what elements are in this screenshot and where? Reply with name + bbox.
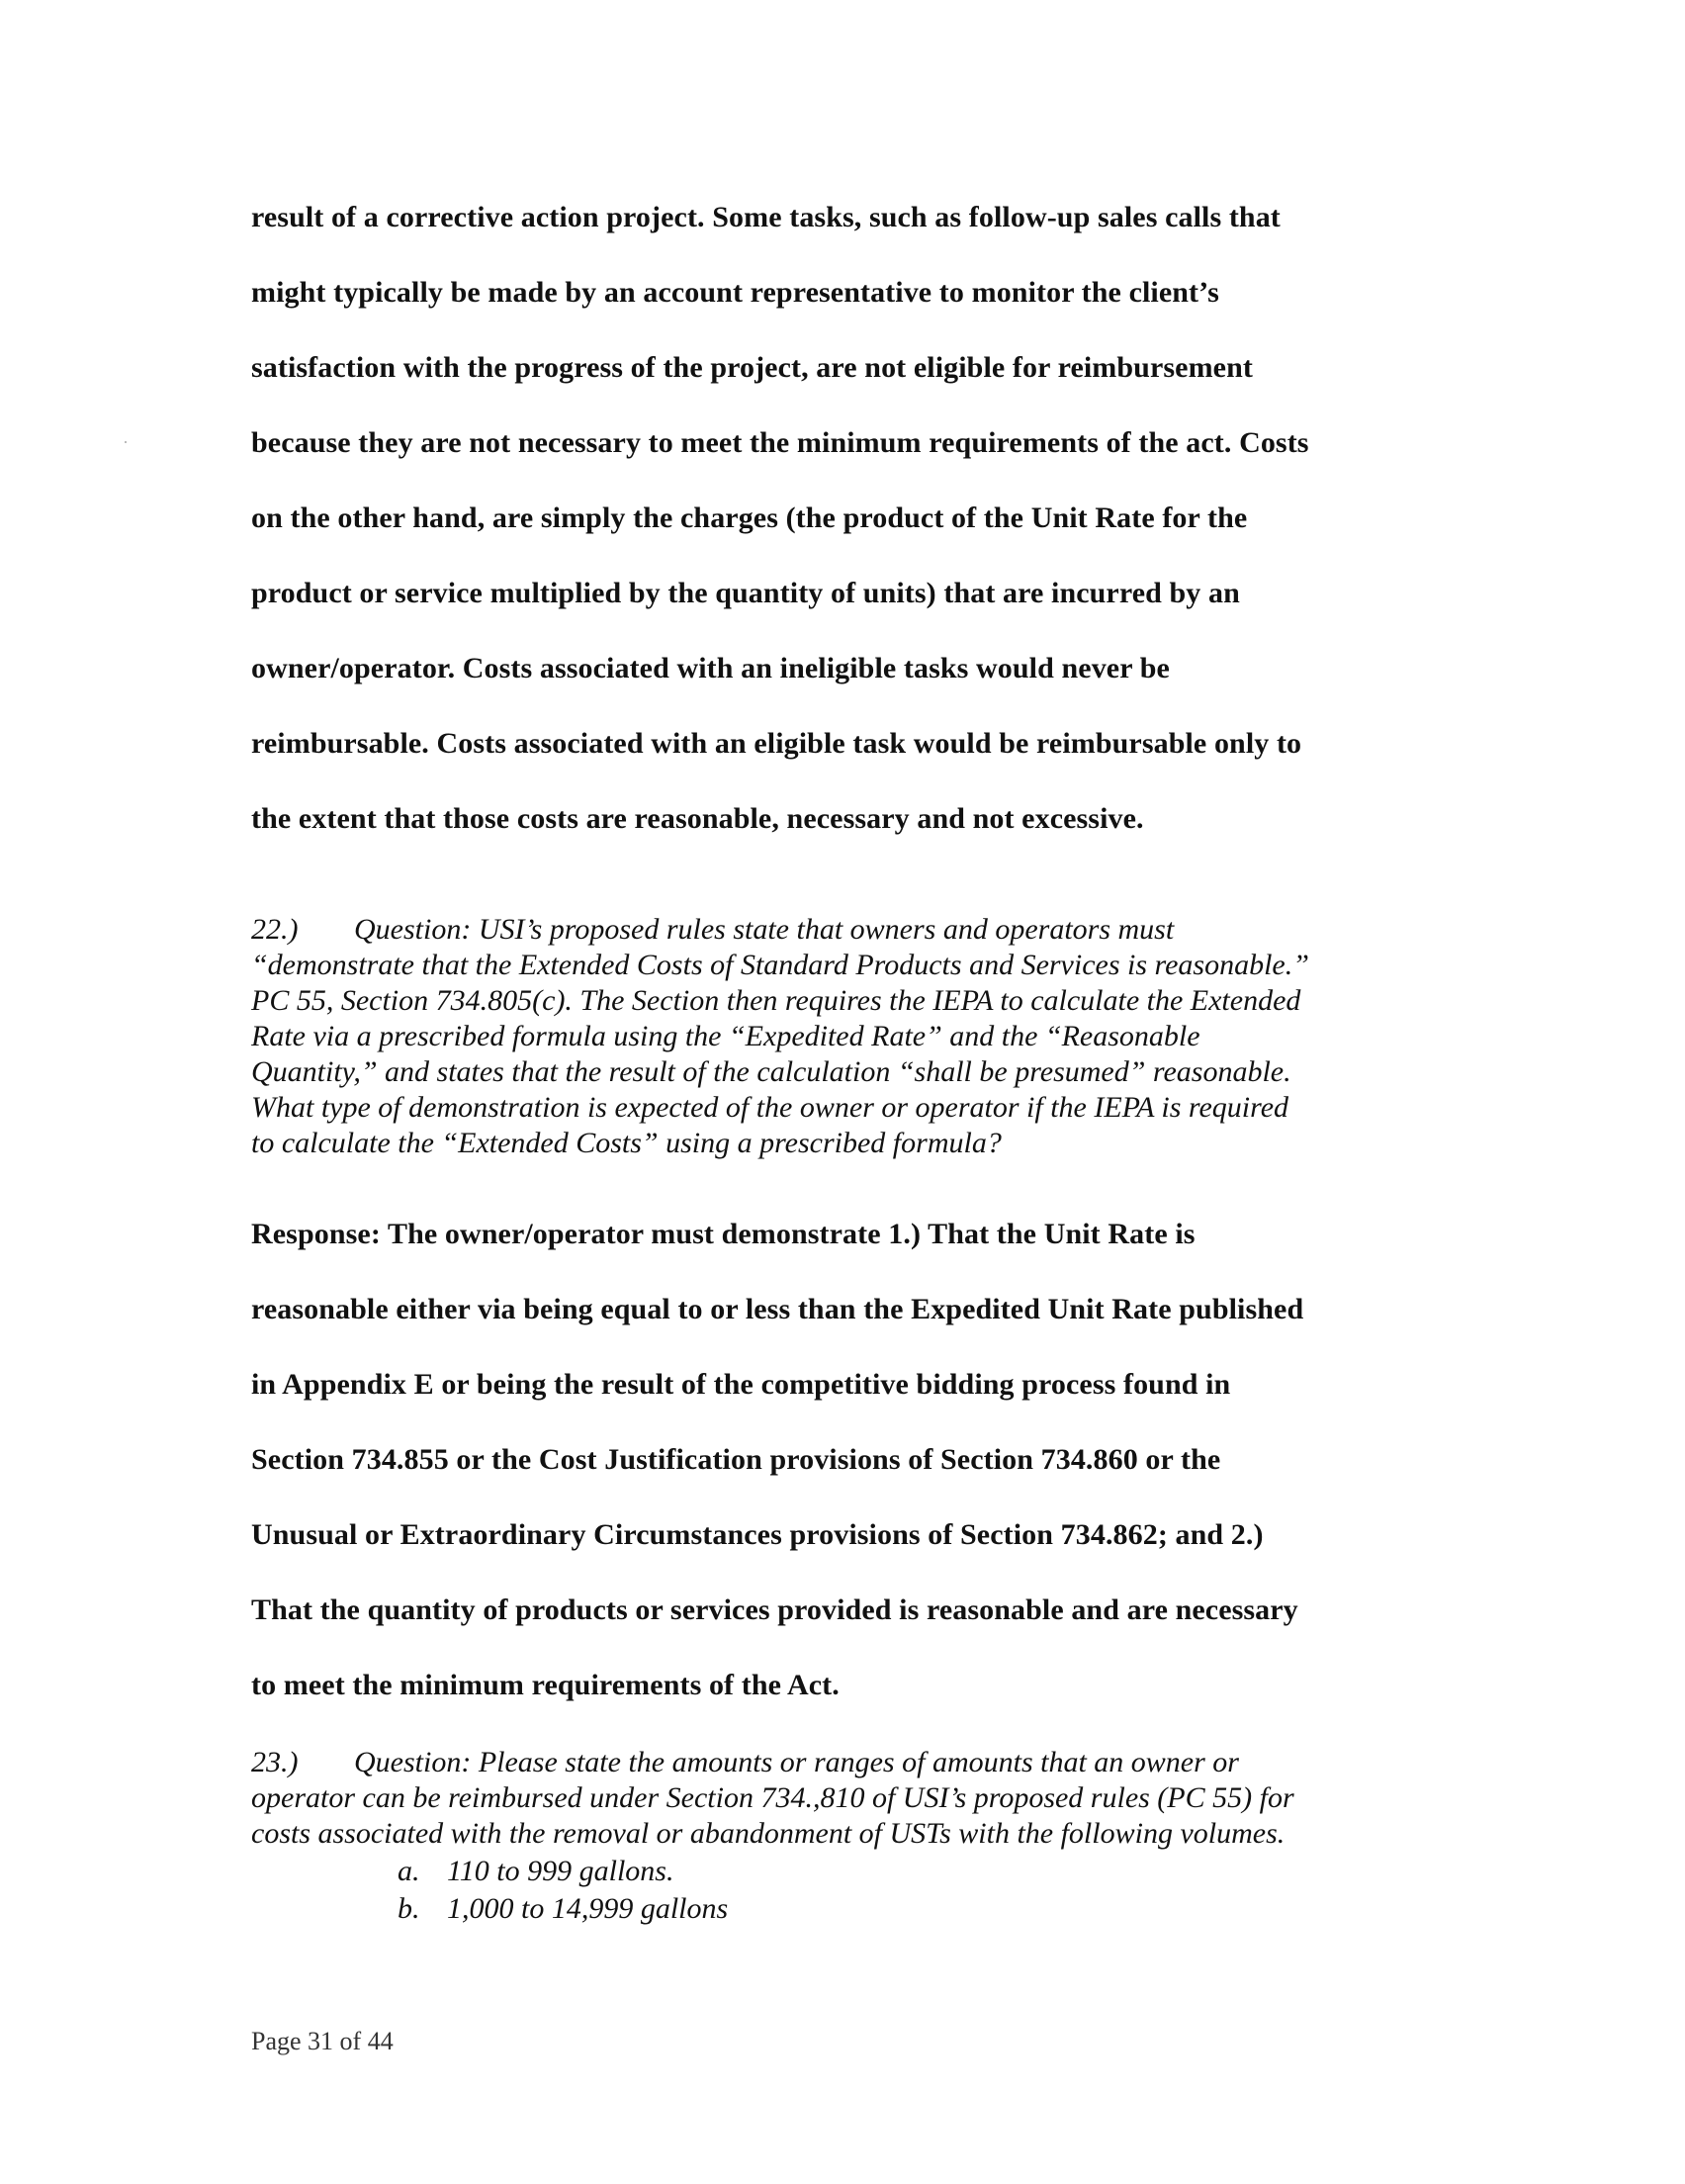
response-text: Unusual or Extraordinary Circumstances provisions of Section 734.862; and 2.) [251, 1518, 1264, 1551]
list-marker: b. [398, 1892, 420, 1925]
text-line: owner/operator. Costs associated with an ineligible tasks would never be [251, 652, 1170, 684]
question-text: Rate via a prescribed formula using the “Expedited Rate” and the “Reasonable [251, 1020, 1200, 1052]
text-line: product or service multiplied by the quantity of units) that are incurred by an [251, 577, 1240, 609]
scan-speck [125, 441, 127, 443]
response-text: to meet the minimum requirements of the Act. [251, 1669, 840, 1701]
question-text: costs associated with the removal or abandonment of USTs with the following volumes. [251, 1817, 1286, 1850]
question-text: operator can be reimbursed under Section 734.,810 of USI’s proposed rules (PC 55) for [251, 1781, 1294, 1814]
text-line: on the other hand, are simply the charges (the product of the Unit Rate for the [251, 501, 1248, 534]
list-item-text: 110 to 999 gallons. [447, 1855, 674, 1887]
response-text: in Appendix E or being the result of the competitive bidding process found in [251, 1368, 1231, 1401]
text-line: the extent that those costs are reasonable, necessary and not excessive. [251, 802, 1144, 835]
question-text: to calculate the “Extended Costs” using a prescribed formula? [251, 1127, 1002, 1159]
list-marker: a. [398, 1855, 420, 1887]
question-first-line [251, 912, 1174, 948]
list-item [398, 1891, 728, 1927]
question-text: Quantity,” and states that the result of the calculation “shall be presumed” reasonable. [251, 1055, 1291, 1088]
question-text: What type of demonstration is expected of the owner or operator if the IEPA is required [251, 1091, 1289, 1124]
response-text: Response: The owner/operator must demonstrate 1.) That the Unit Rate is [251, 1218, 1196, 1250]
question-text: PC 55, Section 734.805(c). The Section then requires the IEPA to calculate the Extended [251, 984, 1301, 1017]
question-number: 22.) [251, 913, 299, 946]
text-line: because they are not necessary to meet the minimum requirements of the act. Costs [251, 426, 1309, 459]
question-first-line [251, 1745, 1239, 1780]
question-text: Question: USI’s proposed rules state that owners and operators must [354, 913, 1175, 946]
list-item-text: 1,000 to 14,999 gallons [447, 1892, 729, 1925]
text-line: result of a corrective action project. Some tasks, such as follow-up sales calls that [251, 201, 1281, 233]
text-line: reimbursable. Costs associated with an eligible task would be reimbursable only to [251, 727, 1302, 760]
response-text: Section 734.855 or the Cost Justification provisions of Section 734.860 or the [251, 1443, 1221, 1476]
text-line: satisfaction with the progress of the project, are not eligible for reimbursement [251, 351, 1253, 384]
list-item [398, 1854, 673, 1889]
text-line: might typically be made by an account representative to monitor the client’s [251, 276, 1219, 309]
page-number-footer: Page 31 of 44 [251, 2027, 394, 2055]
question-number: 23.) [251, 1746, 299, 1778]
question-text: Question: Please state the amounts or ranges of amounts that an owner or [354, 1746, 1239, 1778]
response-text: That the quantity of products or services provided is reasonable and are necessary [251, 1593, 1298, 1626]
question-text: “demonstrate that the Extended Costs of Standard Products and Services is reasonable.” [251, 949, 1309, 981]
response-text: reasonable either via being equal to or less than the Expedited Unit Rate published [251, 1293, 1304, 1325]
